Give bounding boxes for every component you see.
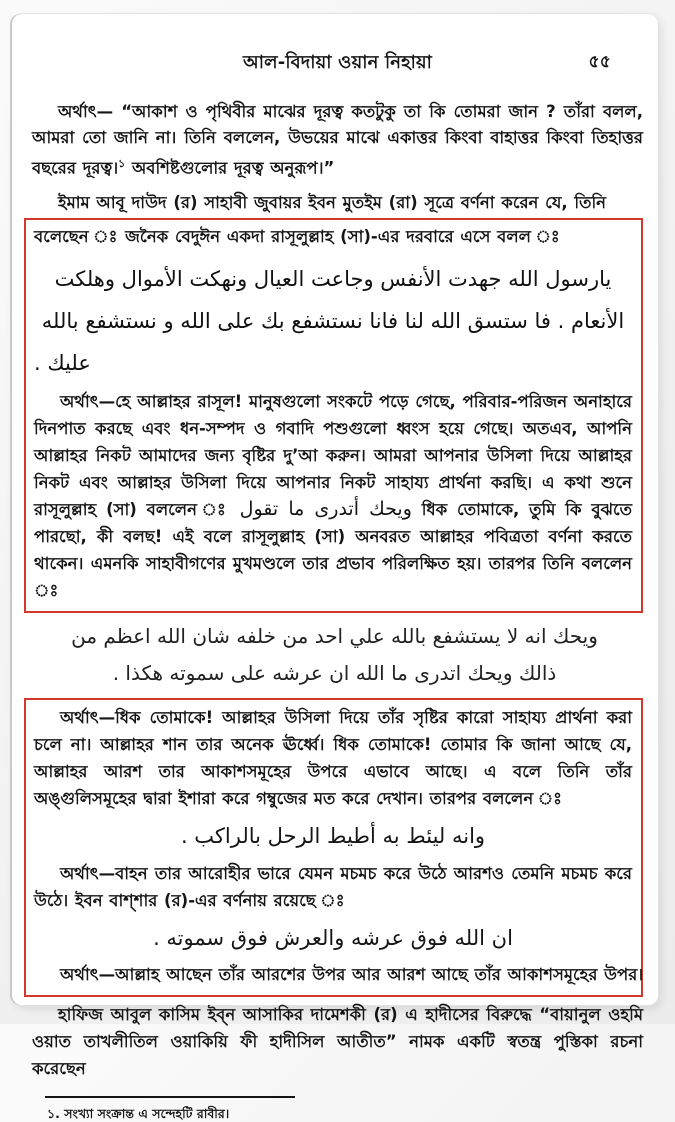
arabic-quote-1: وانه ليئط به أطيط الرحل بالراكب . <box>180 823 486 848</box>
arabic-dua-line-1: يارسول الله جهدت الأنفس وجاعت العيال ونهكت الأموال وهلكت <box>54 266 612 291</box>
footnote-marker: ১ <box>118 157 126 170</box>
footnote-divider <box>45 1096 295 1098</box>
inline-arabic-phrase: ويحك أتدرى ما تقول <box>239 497 412 520</box>
intro-text-after: অবশিষ্টগুলোর দূরত্ব অনুরূপ।” <box>125 158 335 178</box>
arabic-dua-block <box>34 258 632 384</box>
closing-paragraph: হাফিজ আবুল কাসিম ইব্‌ন আসাকির দামেশকী (র) এ হাদীসের বিরুদ্ধে “বায়ানুল ওহমি ওয়াত তাখলীতিল ওয়াকিয়ি ফী হাদীসিল আতীত” নামক একটি স্বতন্ত্র পুস্তিকা রচনা করেছেন <box>32 1004 643 1078</box>
page-header <box>32 48 643 79</box>
arabic-quote-2: ان الله فوق عرشه والعرش فوق سموته . <box>153 925 513 950</box>
intro-paragraph <box>32 99 643 182</box>
page-number: ৫৫ <box>588 52 611 72</box>
translation-text-after: ধিক তোমাকে, তুমি কি বুঝতে পারছো, কী বলছ! এই বলে রাসূলুল্লাহ (সা) অনবরত আল্লাহর পবিত্রতা বর্ণনা করতে থাকেন। এমনকি সাহাবীগণের মুখমণ্ডলে তার প্রভাব পরিলক্ষিত হয়। তারপর তিনি বললেন ঃ <box>34 499 633 600</box>
page-content <box>12 14 658 1122</box>
middle-arabic-line-2: ذالك ويحك اتدرى ما الله ان عرشه على سموته هكذا . <box>112 660 557 685</box>
translation-text-before: অর্থাৎ—হে আল্লাহর রাসূল! মানুষগুলো সংকটে পড়ে গেছে, পরিবার-পরিজন অনাহারে দিনপাত করছে এবং ধন-সম্পদ ও গবাদি পশুগুলো ধ্বংস হয়ে গেছে। অতএব, আপনি আল্লাহর নিকট আমাদের জন্য বৃষ্টির দু’আ করুন। আমরা আপনার উসিলা দিয়ে আল্লাহর নিকট এবং আল্লাহর উসিলা দিয়ে আপনার নিকট সাহায্য প্রার্থনা করছি। এ কথা শুনে রাসূলুল্লাহ (সা) বললেন ঃ <box>34 391 632 519</box>
middle-arabic-line-1: ويحك انه لا يستشفع بالله علي احد من خلفه شان الله اعظم من <box>71 623 598 648</box>
box1-translation-paragraph <box>34 388 632 604</box>
narrator-line: ইমাম আবূ দাউদ (র) সাহাবী জুবায়র ইবন মুতইম (রা) সূত্রে বর্ণনা করেন যে, তিনি <box>58 192 607 212</box>
intro-text-before: অর্থাৎ— “আকাশ ও পৃথিবীর মাঝের দূরত্ব কতটুকু তা কি তোমরা জান ? তাঁরা বলল, আমরা তো জানি না। তিনি বললেন, উভয়ের মাঝে একাত্তর কিংবা বাহাত্তর কিংবা তিহাত্তর বছরের দূরত্ব। <box>32 102 643 178</box>
page-title: আল-বিদায়া ওয়ান নিহায়া <box>242 52 433 73</box>
arabic-dua-line-3: عليك . <box>34 350 91 375</box>
box1-intro-line: বলেছেন ঃ জনৈক বেদুঈন একদা রাসূলুল্লাহ (সা)-এর দরবারে এসে বলল ঃ <box>34 226 561 246</box>
box2-paragraph-1: অর্থাৎ—ধিক তোমাকে! আল্লাহর উসিলা দিয়ে তাঁর সৃষ্টির কারো সাহায্য প্রার্থনা করা চলে না। আল্লাহর শান তার অনেক ঊর্ধ্বে। ধিক তোমাকে! তোমার কি জানা আছে যে, আল্লাহর আরশ তার আকাশসমূহের উপরে এভাবে আছে। এ বলে তিনি তাঁর অঙ্গুলিসমূহের দ্বারা ইশারা করে গম্বুজের মত করে দেখান। তারপর বললেন ঃ <box>34 707 632 808</box>
box2-paragraph-2: অর্থাৎ—বাহন তার আরোহীর ভারে যেমন মচমচ করে উঠে আরশও তেমনি মচমচ করে উঠে। ইবন বাশ্‌শার (র)-এর বর্ণনায় রয়েছে ঃ <box>34 863 632 910</box>
arabic-dua-line-2: الأنعام . فا ستسق الله لنا فانا نستشفع بك على الله و نستشفع بالله <box>41 308 625 333</box>
highlight-box-2 <box>24 698 643 997</box>
scanned-page <box>12 14 658 1121</box>
middle-arabic-block <box>32 618 637 692</box>
box2-paragraph-3: অর্থাৎ—আল্লাহ আছেন তাঁর আরশের উপর আর আরশ আছে তাঁর আকাশসমূহের উপর। <box>60 964 644 984</box>
highlight-box-1 <box>24 218 643 613</box>
footnote-text: ১. সংখ্যা সংক্রান্ত এ সন্দেহটি রাবীর। <box>47 1105 230 1121</box>
